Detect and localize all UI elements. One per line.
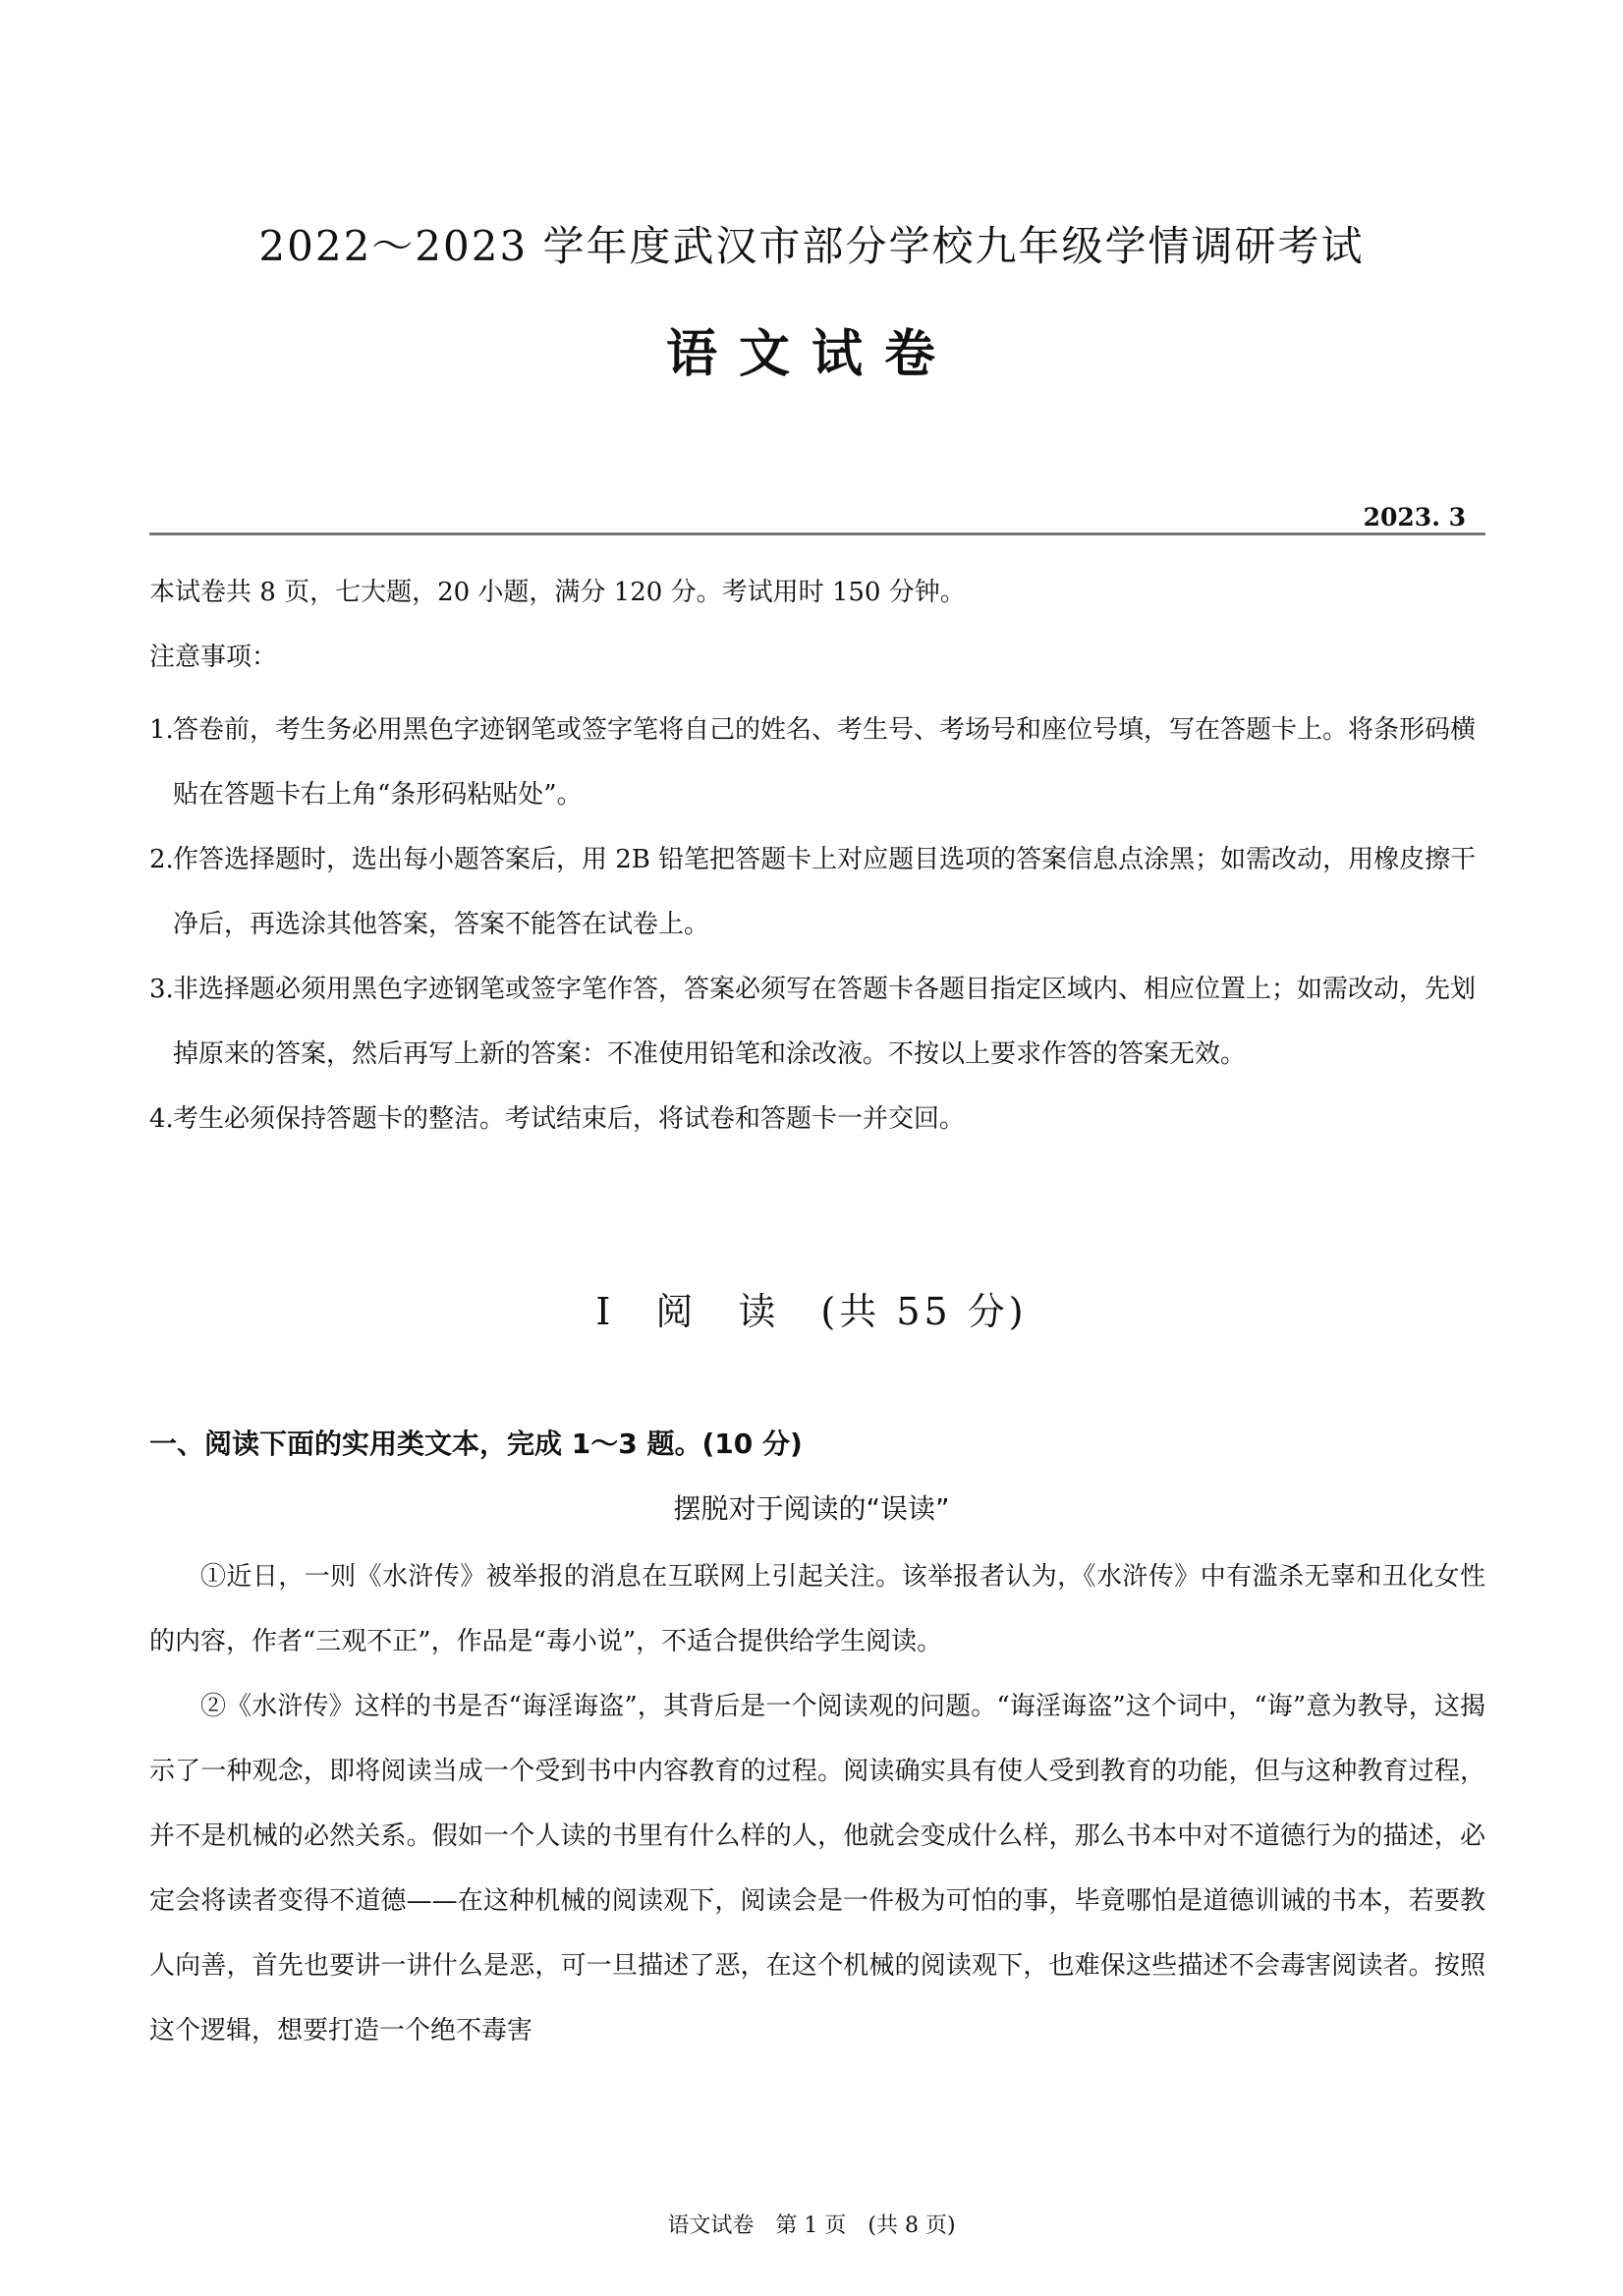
note-text: 考生必须保持答题卡的整洁。考试结束后，将试卷和答题卡一并交回。 bbox=[173, 1104, 966, 1134]
exam-date: 2023. 3 bbox=[1363, 503, 1466, 532]
article-paragraph: ②《水浒传》这样的书是否“诲淫诲盗”，其背后是一个阅读观的问题。“诲淫诲盗”这个词中，“诲”意为教导，这揭示了一种观念，即将阅读当成一个受到书中内容教育的过程。阅读确实具有使人受到教育的功能，但与这种教育过程，并不是机械的必然关系。假如一个人读的书里有什么样的人，他就会变成什么样，那么书本中对不道德行为的描述，必定会将读者变得不道德——在这种机械的阅读观下，阅读会是一件极为可怕的事，毕竟哪怕是道德训诫的书本，若要教人向善，首先也要讲一讲什么是恶，可一旦描述了恶，在这个机械的阅读观下，也难保这些描述不会毒害阅读者。按照这个逻辑，想要打造一个绝不毒害 bbox=[149, 1692, 1485, 2045]
note-item bbox=[149, 957, 1485, 1087]
note-text: 作答选择题时，选出每小题答案后，用 2B 铅笔把答题卡上对应题目选项的答案信息点涂黑；如需改动，用橡皮擦干净后，再选涂其他答案，答案不能答在试卷上。 bbox=[173, 845, 1477, 939]
page-footer: 语文试卷 第 1 页 (共 8 页) bbox=[667, 2213, 956, 2238]
notes-title: 注意事项： bbox=[149, 643, 278, 672]
paper-title: 语文试卷 bbox=[665, 325, 957, 384]
section-title: I 阅 读 (共 55 分) bbox=[595, 1290, 1028, 1333]
note-text: 答卷前，考生务必用黑色字迹钢笔或签字笔将自己的姓名、考生号、考场号和座位号填，写在答题卡上。将条形码横贴在答题卡右上角“条形码粘贴处”。 bbox=[173, 715, 1477, 810]
exam-intro: 本试卷共 8 页，七大题，20 小题，满分 120 分。考试用时 150 分钟。 bbox=[149, 578, 966, 607]
article-title: 摆脱对于阅读的“误读” bbox=[673, 1492, 950, 1525]
exam-title: 2022～2023 学年度武汉市部分学校九年级学情调研考试 bbox=[258, 222, 1365, 270]
note-item bbox=[149, 827, 1485, 957]
note-text: 非选择题必须用黑色字迹钢笔或签字笔作答，答案必须写在答题卡各题目指定区域内、相应位置上；如需改动，先划掉原来的答案，然后再写上新的答案：不准使用铅笔和涂改液。不按以上要求作答的答案无效。 bbox=[173, 975, 1477, 1069]
note-item bbox=[149, 1087, 1485, 1151]
note-number: 3. bbox=[149, 975, 174, 1004]
notes-list bbox=[149, 698, 1485, 1151]
note-number: 4. bbox=[149, 1104, 174, 1134]
note-item bbox=[149, 698, 1485, 827]
part-title: 一、阅读下面的实用类文本，完成 1～3 题。(10 分) bbox=[149, 1428, 803, 1460]
header-divider bbox=[149, 532, 1485, 535]
article-body bbox=[149, 1544, 1485, 2063]
note-number: 1. bbox=[149, 715, 174, 745]
article-paragraph: ①近日，一则《水浒传》被举报的消息在互联网上引起关注。该举报者认为，《水浒传》中有滥杀无辜和丑化女性的内容，作者“三观不正”，作品是“毒小说”，不适合提供给学生阅读。 bbox=[149, 1562, 1485, 1656]
note-number: 2. bbox=[149, 845, 174, 874]
